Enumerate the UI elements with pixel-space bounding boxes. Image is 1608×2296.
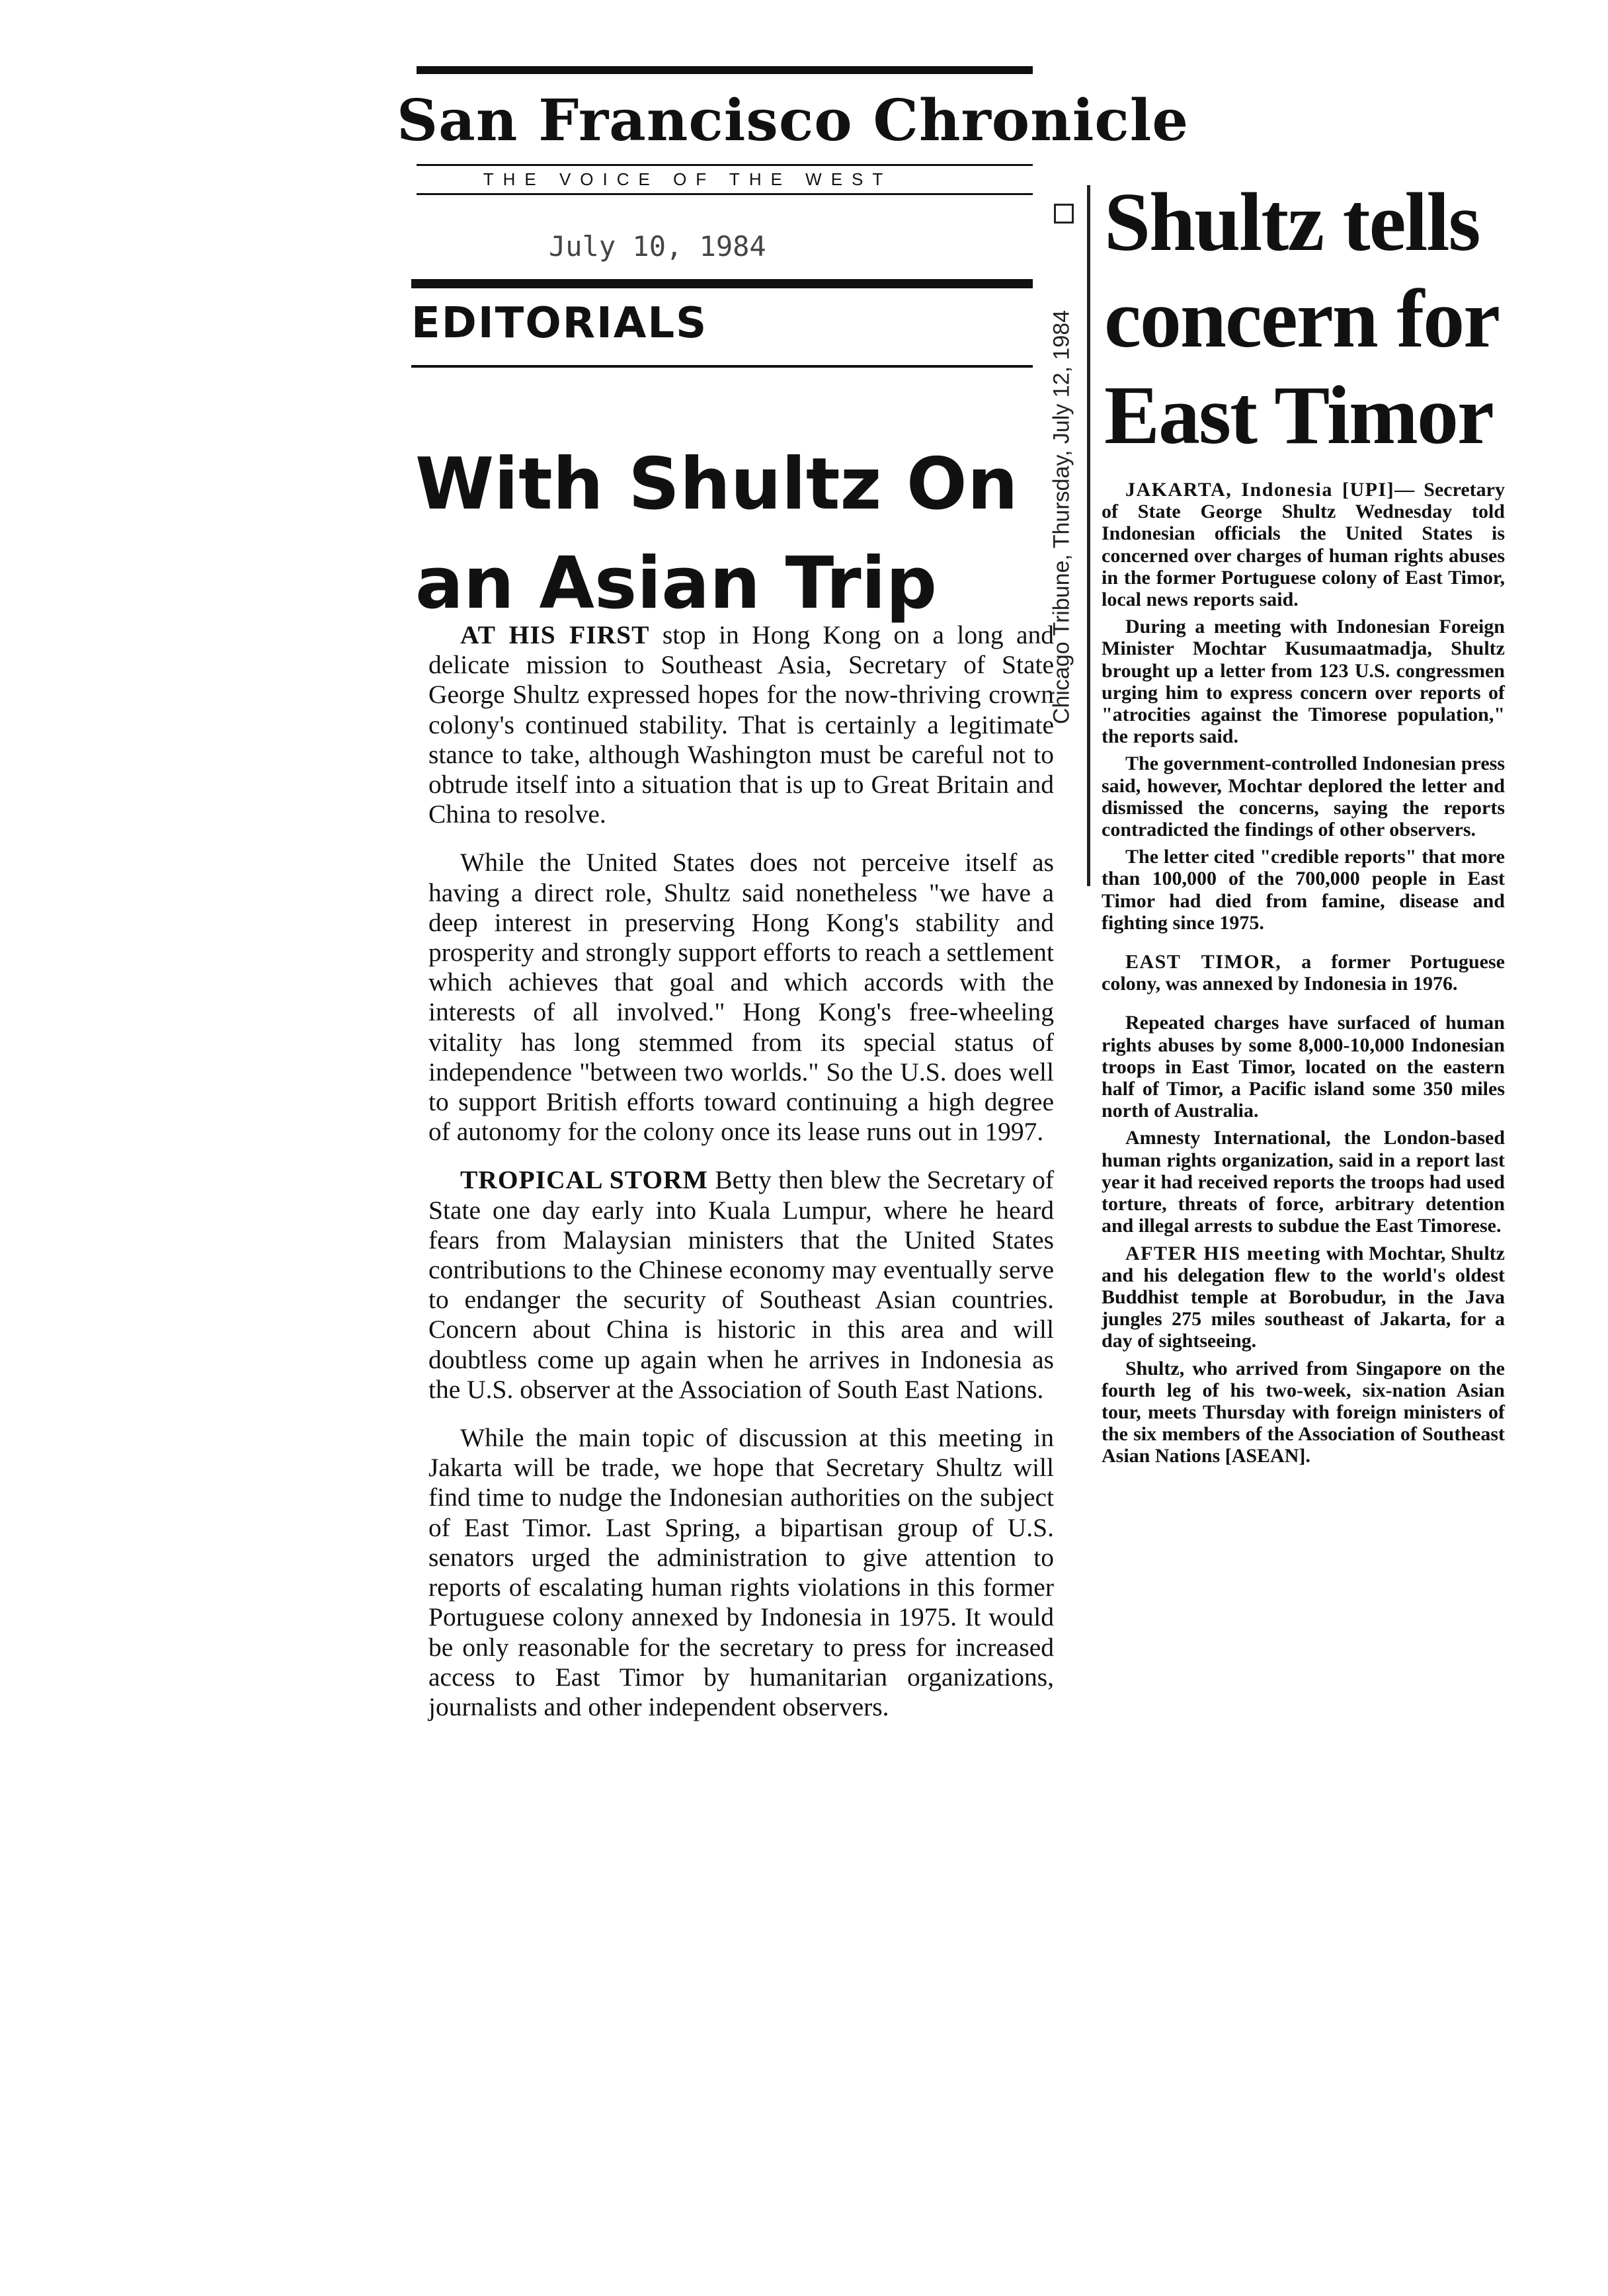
paragraph-lead: JAKARTA, Indonesia [UPI]— (1125, 479, 1416, 501)
editorial-paragraph (428, 1165, 1054, 1405)
news-paragraph (1102, 616, 1505, 747)
paragraph-text: Amnesty International, the London-based human rights organization, said in a report last year it had received reports the troops had used torture, threats of force, arbitrary detention and illegal arrests to subdue the East Timorese. (1102, 1127, 1505, 1237)
news-paragraph (1102, 846, 1505, 934)
section-bottom-rule (411, 365, 1033, 368)
editorial-body (428, 620, 1054, 1741)
editorial-paragraph (428, 848, 1054, 1147)
paragraph-lead: AT HIS FIRST (460, 620, 650, 649)
news-headline: Shultz tells concern for East Timor (1104, 177, 1498, 462)
news-paragraph (1102, 1012, 1505, 1122)
tagline-rule (417, 193, 1033, 195)
paragraph-text: stop in Hong Kong on a long and delicate mission to Southeast Asia, Secretary of State George Shultz expressed hopes for the now-thriving crown colony's continued stability. That is certainly a legitimate stance to take, although Washington must be careful not to obtrude itself into a situation that is up to Great Britain and China to resolve. (428, 620, 1054, 829)
paragraph-text: with Mochtar, Shultz and his delegation flew to the world's oldest Buddhist temple at Borobudur, in the Java jungles 275 miles southeast of Jakarta, for a day of sightseeing. (1102, 1242, 1505, 1352)
news-paragraph (1102, 1358, 1505, 1467)
paragraph-text: Shultz, who arrived from Singapore on the fourth leg of his two-week, six-nation Asian tour, meets Thursday with foreign ministers of the six members of the Association of Southeast Asian Nations [ASEAN]. (1102, 1357, 1505, 1467)
news-paragraph (1102, 479, 1505, 610)
paragraph-text: During a meeting with Indonesian Foreign Minister Mochtar Kusumaatmadja, Shultz brought up a letter from 123 U.S. congressmen urging him to express concern over reports of "atrocities against the Timorese population," the reports said. (1102, 616, 1505, 748)
clipping-date: July 10, 1984 (549, 230, 766, 263)
paragraph-lead: EAST TIMOR, (1125, 951, 1282, 973)
news-paragraph (1102, 1243, 1505, 1352)
masthead-title: San Francisco Chronicle (397, 87, 1189, 154)
masthead-tagline: THE VOICE OF THE WEST (483, 169, 893, 189)
news-paragraph (1102, 951, 1505, 995)
news-paragraph (1102, 1127, 1505, 1237)
credit-marker-box (1054, 204, 1074, 224)
paragraph-lead: TROPICAL STORM (460, 1165, 708, 1195)
paragraph-text: While the United States does not perceive itself as having a direct role, Shultz said nonetheless "we have a deep interest in preserving Hong Kong's stability and prosperity and strongly support efforts to reach a settlement which achieves that goal and which accords with the interests of all involved." Hong Kong's free-wheeling vitality has long stemmed from its special status of independence "between two worlds." So the U.S. does well to support British efforts toward continuing a high degree of autonomy for the colony once its lease runs out in 1997. (428, 848, 1054, 1147)
news-body (1102, 479, 1505, 1473)
paragraph-text: Betty then blew the Secretary of State one day early into Kuala Lumpur, where he heard fears from Malaysian ministers that the United States contributions to the Chinese economy may eventually serve to endanger the security of Southeast Asian countries. Concern about China is historic in this area and will doubtless come up again when he arrives in Indonesia as the U.S. observer at the Association of South East Nations. (428, 1165, 1055, 1404)
paragraph-lead: AFTER HIS meeting (1125, 1242, 1321, 1264)
editorial-paragraph (428, 1423, 1054, 1722)
masthead-bottom-rule (417, 164, 1033, 166)
paragraph-text: The letter cited "credible reports" that more than 100,000 of the 700,000 people in East Timor had died from famine, disease and fighting since 1975. (1102, 846, 1505, 934)
paragraph-text: a former Portuguese colony, was annexed by Indonesia in 1976. (1102, 951, 1505, 995)
section-label: EDITORIALS (411, 299, 708, 348)
editorial-paragraph (428, 620, 1054, 829)
paragraph-text: Secretary of State George Shultz Wednesday told Indonesian officials the United States is concerned over charges of human rights abuses in the former Portuguese colony of East Timor, local news reports said. (1102, 479, 1505, 611)
source-credit: Chicago Tribune, Thursday, July 12, 1984 (1049, 309, 1074, 725)
editorial-headline: With Shultz On an Asian Trip (415, 443, 1018, 625)
masthead-top-rule (417, 66, 1033, 74)
column-divider (1087, 185, 1090, 886)
paragraph-text: Repeated charges have surfaced of human rights abuses by some 8,000-10,000 Indonesian troops in East Timor, located on the eastern half of Timor, a Pacific island some 350 miles north of Australia. (1102, 1012, 1505, 1122)
news-paragraph (1102, 753, 1505, 840)
section-top-rule (411, 279, 1033, 288)
paragraph-text: The government-controlled Indonesian press said, however, Mochtar deplored the letter and dismissed the concerns, saying the reports contradicted the findings of other observers. (1102, 753, 1505, 841)
paragraph-text: While the main topic of discussion at this meeting in Jakarta will be trade, we hope that Secretary Shultz will find time to nudge the Indonesian authorities on the subject of East Timor. Last Spring, a bipartisan group of U.S. senators urged the administration to give attention to reports of escalating human rights violations in this former Portuguese colony annexed by Indonesia in 1975. It would be only reasonable for the secretary to press for increased access to East Timor by humanitarian organizations, journalists and other independent observers. (428, 1423, 1054, 1721)
